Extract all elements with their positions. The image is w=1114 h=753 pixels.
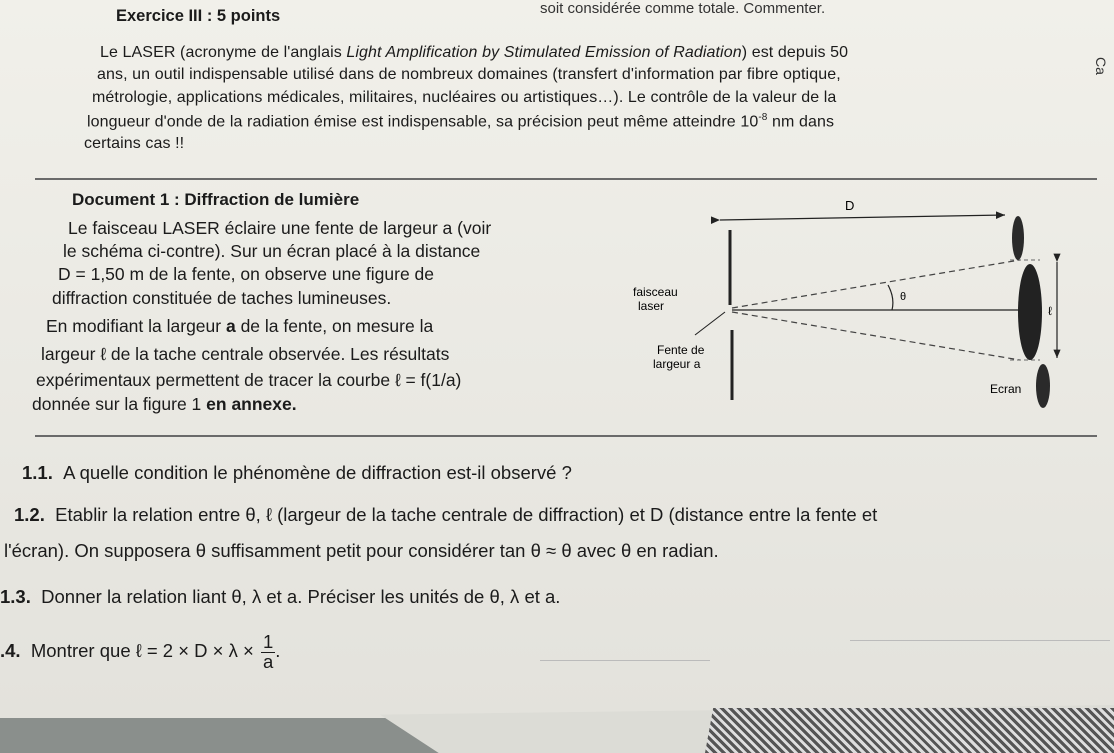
central-spot (1018, 264, 1042, 360)
intro-line-1: Le LASER (acronyme de l'anglais Light Amplification by Stimulated Emission of Radiation) est depuis 50 (100, 44, 849, 61)
distance-arrow (720, 215, 1005, 220)
exercise-points: 5 points (216, 7, 281, 25)
label-D: D (845, 198, 855, 213)
question-1-4: .4. Montrer que ℓ = 2 × D × λ × $\frac{1}{a}$ . (0, 631, 281, 672)
exercise-title (116, 7, 280, 26)
checkered-surface (705, 708, 1114, 753)
doc-line-4: diffraction constituée de taches lumineuses. (52, 288, 392, 308)
doc-line-7: expérimentaux permettent de tracer la courbe ℓ = f(1/a) (36, 370, 462, 390)
label-largeur: largeur a (653, 357, 701, 371)
intro-line-3: métrologie, applications médicales, militaires, nucléaires ou artistiques…). Le contrôle de la valeur de la (92, 89, 837, 106)
ray-lower (732, 312, 1020, 360)
intro-line-4: longueur d'onde de la radiation émise est indispensable, sa précision peut même atteindre $10^{-8}$ nm dans (87, 112, 835, 131)
label-fente: Fente de (657, 343, 705, 357)
margin-note: Ca (1092, 57, 1109, 75)
doc-line-8: donnée sur la figure 1 en annexe. (32, 394, 297, 414)
theta-arc (888, 285, 893, 310)
answer-line-2 (850, 640, 1110, 641)
ray-upper (732, 260, 1020, 308)
question-1-2-cont: l'écran). On supposera θ suffisamment petit pour considérer tan θ ≈ θ avec θ en radian. (4, 540, 719, 561)
exercise-label: Exercice III : (116, 7, 213, 25)
doc-line-2: le schéma ci-contre). Sur un écran placé à la distance (63, 241, 481, 261)
diffraction-schema (620, 190, 1090, 420)
secondary-spot-top (1012, 216, 1024, 260)
doc-line-5: En modifiant la largeur a de la fente, on mesure la (46, 316, 434, 336)
fraction: $\frac{1}{a}$ (262, 631, 274, 672)
document-title: Document 1 : Diffraction de lumière (72, 190, 360, 209)
label-l: ℓ (1048, 304, 1052, 318)
intro-line-5: certains cas !! (84, 135, 185, 152)
question-1-3: 1.3. Donner la relation liant θ, λ et a. Préciser les unités de θ, λ et a. (0, 586, 561, 607)
label-ecran: Ecran (990, 382, 1022, 396)
slit-pointer (695, 312, 725, 335)
doc-line-6: largeur ℓ de la tache centrale observée. Les résultats (41, 344, 450, 364)
doc-line-1: Le faisceau LASER éclaire une fente de largeur a (voir (68, 218, 492, 238)
intro-line-2: ans, un outil indispensable utilisé dans de nombreux domaines (transfert d'information par fibre optique, (97, 66, 841, 83)
question-1-2: 1.2. Etablir la relation entre θ, ℓ (largeur de la tache centrale de diffraction) et D (distance entre la fente et (14, 504, 878, 525)
label-laser: laser (638, 299, 665, 313)
label-theta: θ (900, 291, 907, 303)
answer-line (540, 660, 710, 661)
question-1-1: 1.1. A quelle condition le phénomène de diffraction est-il observé ? (22, 462, 572, 483)
doc-line-3: D = 1,50 m de la fente, on observe une figure de (58, 264, 435, 284)
label-faisceau: faisceau (633, 285, 678, 299)
secondary-spot-bottom (1036, 364, 1050, 408)
top-text-fragment: soit considérée comme totale. Commenter. (540, 0, 826, 17)
